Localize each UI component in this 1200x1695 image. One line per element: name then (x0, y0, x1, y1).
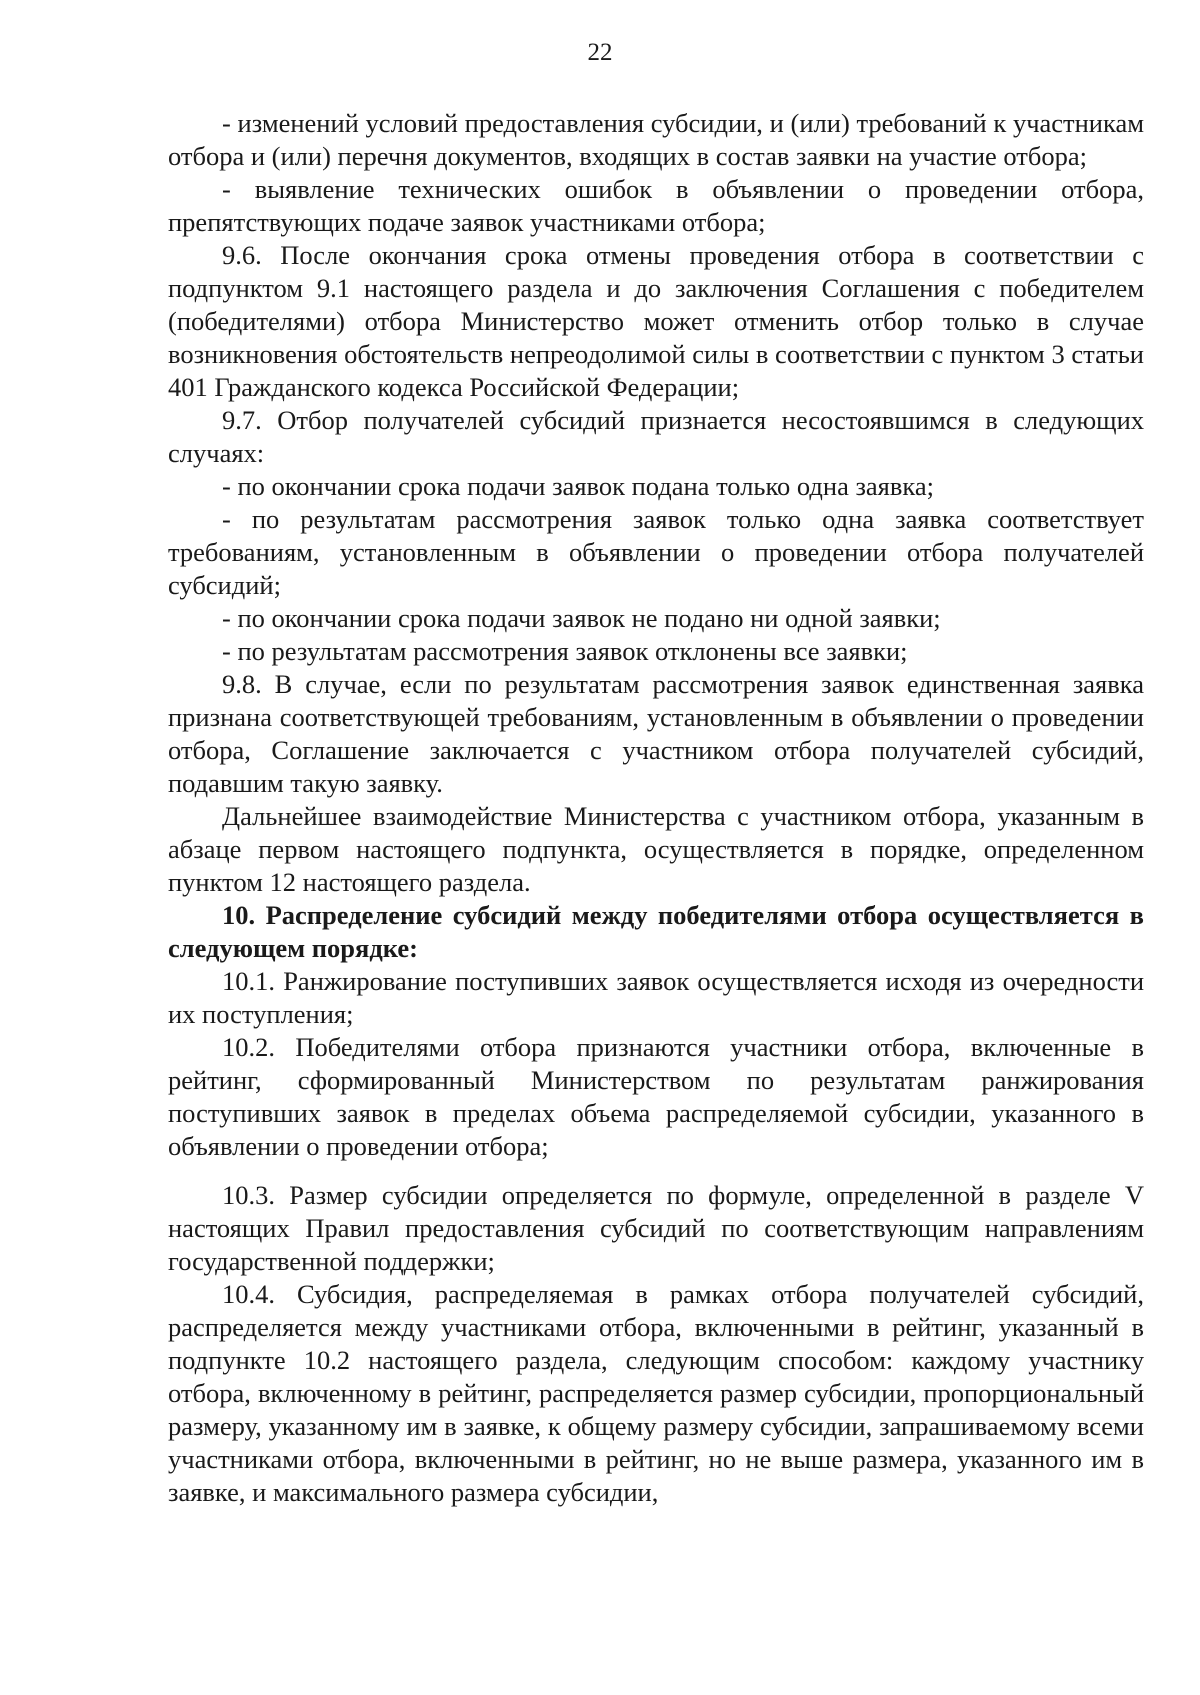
paragraph-technical-errors: - выявление технических ошибок в объявлении о проведении отбора, препятствующих подаче заявок участниками отбора; (168, 174, 1144, 237)
paragraph-only-one-compliant: - по результатам рассмотрения заявок только одна заявка соответствует требованиям, установленным в объявлении о проведении отбора получателей субсидий; (168, 504, 1144, 600)
paragraph-9-6: 9.6. После окончания срока отмены проведения отбора в соответствии с подпунктом 9.1 настоящего раздела и до заключения Соглашения с победителем (победителями) отбора Министерство может отменить отбор только в случае возникновения обстоятельств непреодолимой силы в соответствии с пунктом 3 статьи 401 Гражданского кодекса Российской Федерации; (168, 240, 1144, 402)
paragraph-none-submitted: - по окончании срока подачи заявок не подано ни одной заявки; (222, 603, 941, 633)
paragraph-9-8: 9.8. В случае, если по результатам рассмотрения заявок единственная заявка признана соответствующей требованиям, установленным в объявлении о проведении отбора, Соглашение заключается с участником отбора получателей субсидий, подавшим такую заявку. (168, 669, 1144, 798)
paragraph-10-2: 10.2. Победителями отбора признаются участники отбора, включенные в рейтинг, сформированный Министерством по результатам ранжирования поступивших заявок в пределах объема распределяемой субсидии, указанного в объявлении о проведении отбора; (168, 1032, 1144, 1161)
paragraph-10-3: 10.3. Размер субсидии определяется по формуле, определенной в разделе V настоящих Правил предоставления субсидий по соответствующим направлениям государственной поддержки; (168, 1180, 1144, 1276)
paragraph-changes-conditions: - изменений условий предоставления субсидии, и (или) требований к участникам отбора и (или) перечня документов, входящих в состав заявки на участие отбора; (168, 108, 1144, 171)
page-number: 22 (587, 39, 613, 66)
paragraph-9-7: 9.7. Отбор получателей субсидий признается несостоявшимся в следующих случаях: (168, 405, 1144, 468)
paragraph-10-4: 10.4. Субсидия, распределяемая в рамках отбора получателей субсидий, распределяется между участниками отбора, включенными в рейтинг, указанный в подпункте 10.2 настоящего раздела, следующим способом: каждому участнику отбора, включенному в рейтинг, распределяется размер субсидии, пропорциональный размеру, указанному им в заявке, к общему размеру субсидии, запрашиваемому всеми участниками отбора, включенными в рейтинг, но не выше размера, указанного им в заявке, и максимального размера субсидии, (168, 1279, 1144, 1507)
paragraph-further-interaction: Дальнейшее взаимодействие Министерства с участником отбора, указанным в абзаце первом настоящего подпункта, осуществляется в порядке, определенном пунктом 12 настоящего раздела. (168, 801, 1144, 897)
document-body (168, 107, 1144, 1509)
paragraph-10-1: 10.1. Ранжирование поступивших заявок осуществляется исходя из очередности их поступления; (168, 966, 1144, 1029)
paragraph-all-rejected: - по результатам рассмотрения заявок отклонены все заявки; (222, 636, 908, 666)
paragraph-only-one-submitted: - по окончании срока подачи заявок подана только одна заявка; (222, 471, 934, 501)
section-heading-10: 10. Распределение субсидий между победителями отбора осуществляется в следующем порядке: (168, 900, 1144, 963)
